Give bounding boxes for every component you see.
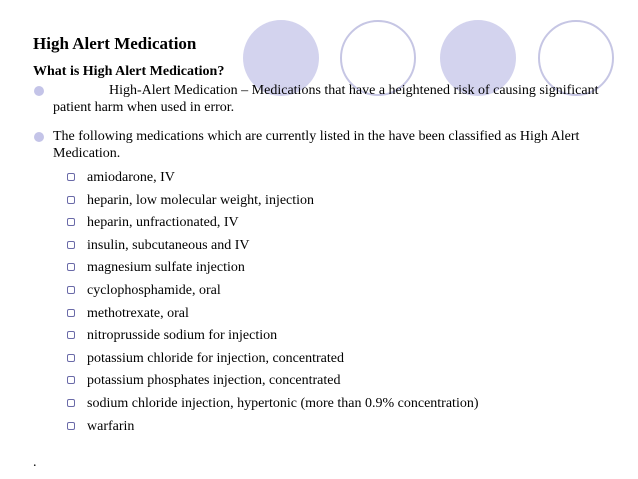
medication-name: methotrexate, oral [87, 305, 189, 321]
square-bullet-icon [67, 422, 75, 430]
list-item [33, 167, 603, 190]
square-bullet-icon [67, 309, 75, 317]
slide-subtitle: What is High Alert Medication? [33, 64, 225, 79]
bullet-definition-text: High-Alert Medication – Medications that have a heightened risk of causing significant patient harm when used in error. [53, 83, 599, 115]
medication-name: insulin, subcutaneous and IV [87, 237, 250, 253]
list-item [33, 257, 603, 280]
medication-name: magnesium sulfate injection [87, 260, 245, 276]
slide-title: High Alert Medication [33, 34, 197, 53]
list-item [33, 370, 603, 393]
list-item [33, 190, 603, 213]
list-item [33, 325, 603, 348]
square-bullet-icon [67, 218, 75, 226]
square-bullet-icon [67, 286, 75, 294]
square-bullet-icon [67, 354, 75, 362]
list-item [33, 348, 603, 371]
medication-name: sodium chloride injection, hypertonic (more than 0.9% concentration) [87, 395, 479, 411]
list-item [33, 416, 603, 439]
square-bullet-icon [67, 399, 75, 407]
medication-list [33, 167, 603, 438]
circle-bullet-icon [34, 132, 44, 142]
circle-bullet-icon [34, 86, 44, 96]
square-bullet-icon [67, 241, 75, 249]
medication-name: heparin, unfractionated, IV [87, 215, 239, 231]
medication-name: heparin, low molecular weight, injection [87, 192, 315, 208]
square-bullet-icon [67, 263, 75, 271]
square-bullet-icon [67, 196, 75, 204]
medication-name: warfarin [87, 418, 135, 434]
list-item [33, 235, 603, 258]
bullet-intro-text: The following medications which are currently listed in the have been classified as High Alert Medication. [53, 129, 580, 161]
square-bullet-icon [67, 376, 75, 384]
medication-name: cyclophosphamide, oral [87, 282, 221, 298]
bullet-definition [33, 82, 603, 116]
slide-content [33, 64, 603, 438]
square-bullet-icon [67, 173, 75, 181]
list-item [33, 280, 603, 303]
bullet-intro [33, 128, 603, 162]
footer-mark: . [33, 455, 37, 470]
list-item [33, 303, 603, 326]
list-item [33, 393, 603, 416]
medication-name: potassium chloride for injection, concentrated [87, 350, 344, 366]
medication-name: amiodarone, IV [87, 170, 175, 185]
list-item [33, 212, 603, 235]
medication-name: nitroprusside sodium for injection [87, 328, 278, 344]
medication-name: potassium phosphates injection, concentrated [87, 373, 341, 389]
square-bullet-icon [67, 331, 75, 339]
